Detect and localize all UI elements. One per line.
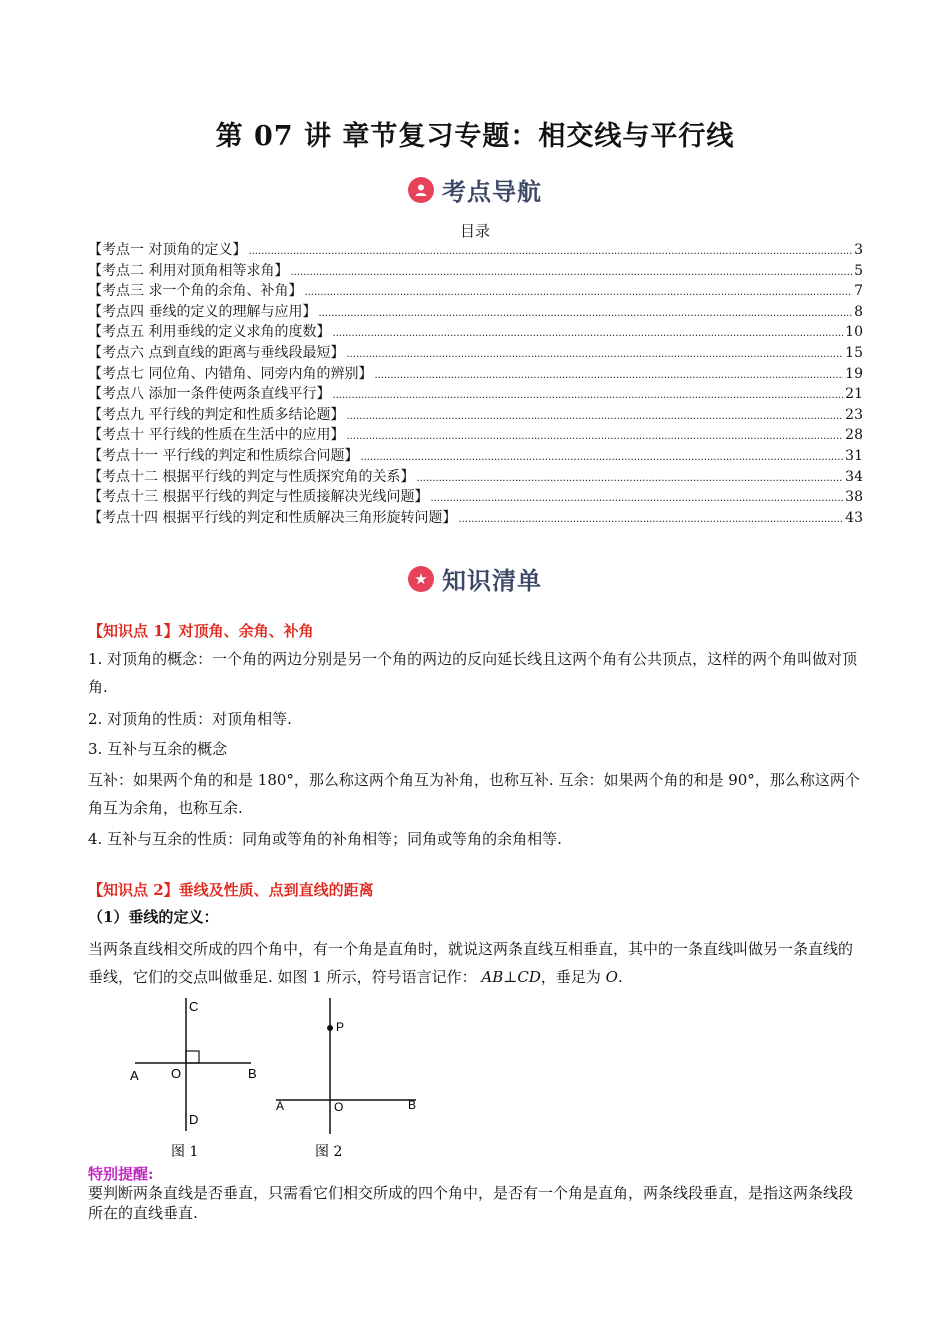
foot-point-label: O	[605, 968, 618, 986]
toc-item-page: 8	[854, 303, 863, 320]
table-of-contents	[88, 240, 863, 528]
kp1-line5: 4. 互补与互余的性质：同角或等角的补角相等；同角或等角的余角相等.	[88, 830, 562, 848]
toc-item[interactable]	[88, 261, 863, 282]
toc-item-label: 【考点十二 根据平行线的判定与性质探究角的关系】	[88, 468, 415, 485]
figure-1	[125, 996, 275, 1166]
toc-item[interactable]	[88, 508, 863, 529]
toc-item-page: 38	[845, 489, 863, 506]
kp2-para1-text: 当两条直线相交所成的四个角中，有一个角是直角时，就说这两条直线互相垂直，其中的一条直线叫做另一条直线的垂线，它们的交点叫做垂足. 如图 1 所示，符号语言记作：	[88, 940, 854, 986]
label-b: B	[408, 1098, 417, 1112]
kp1-heading: 【知识点 1】对顶角、余角、补角	[88, 622, 314, 640]
figure-2-caption: 图 2	[315, 1144, 343, 1160]
star-icon: ★	[408, 566, 434, 592]
kp2-sub1: （1）垂线的定义：	[88, 908, 219, 926]
toc-leader-dots	[248, 242, 852, 263]
figure-1-caption: 图 1	[171, 1144, 199, 1160]
toc-item-page: 19	[845, 365, 863, 382]
toc-leader-dots	[346, 427, 843, 448]
toc-item-label: 【考点九 平行线的判定和性质多结论题】	[88, 406, 345, 423]
kp1-line4: 互补：如果两个角的和是 180°，那么称这两个角互为补角，也称互补. 互余：如果两个角的和是 90°，那么称这两个角互为余角，也称互余.	[88, 771, 860, 817]
toc-leader-dots	[458, 510, 843, 531]
toc-leader-dots	[346, 407, 843, 428]
kp2-heading: 【知识点 2】垂线及性质、点到直线的距离	[88, 881, 374, 899]
nav-banner-title: 考点导航	[442, 178, 542, 206]
toc-leader-dots	[290, 263, 852, 284]
toc-leader-dots	[332, 386, 843, 407]
toc-item[interactable]	[88, 322, 863, 343]
nav-banner	[0, 172, 950, 207]
toc-leader-dots	[332, 324, 843, 345]
toc-item-label: 【考点七 同位角、内错角、同旁内角的辨别】	[88, 365, 373, 382]
toc-item-page: 34	[845, 468, 863, 485]
toc-item-label: 【考点六 点到直线的距离与垂线段最短】	[88, 344, 345, 361]
toc-item[interactable]	[88, 384, 863, 405]
toc-leader-dots	[304, 283, 852, 304]
page-title: 第 07 讲 章节复习专题：相交线与平行线	[215, 121, 735, 152]
toc-leader-dots	[416, 469, 843, 490]
knowledge-banner	[0, 561, 950, 596]
toc-item-page: 23	[845, 406, 863, 423]
kp2-para1-end: .	[617, 968, 623, 986]
toc-item[interactable]	[88, 425, 863, 446]
toc-item-label: 【考点五 利用垂线的定义求角的度数】	[88, 324, 331, 341]
toc-item-label: 【考点四 垂线的定义的理解与应用】	[88, 303, 317, 320]
figure-2-drawing	[270, 996, 430, 1166]
toc-item[interactable]	[88, 467, 863, 488]
toc-item-page: 3	[854, 242, 863, 258]
label-a: A	[130, 1068, 139, 1083]
toc-item[interactable]	[88, 240, 863, 261]
label-d: D	[189, 1112, 199, 1127]
toc-item-label: 【考点一 对顶角的定义】	[88, 242, 247, 258]
toc-item[interactable]	[88, 364, 863, 385]
perpendicular-formula: AB⊥CD	[481, 968, 541, 986]
right-angle-mark	[186, 1051, 199, 1063]
label-o: O	[171, 1066, 182, 1081]
label-a: A	[276, 1099, 285, 1113]
toc-item-page: 31	[845, 447, 863, 464]
special-reminder-text: 要判断两条直线是否垂直，只需看它们相交所成的四个角中，是否有一个角是直角，两条线段垂直，是指这两条线段所在的直线垂直.	[88, 1184, 854, 1222]
toc-item-page: 15	[845, 344, 863, 361]
knowledge-banner-title: 知识清单	[442, 567, 542, 595]
toc-item[interactable]	[88, 281, 863, 302]
toc-item-page: 7	[854, 283, 863, 300]
figure-2	[270, 996, 430, 1166]
toc-item-page: 28	[845, 427, 863, 444]
toc-leader-dots	[346, 345, 843, 366]
label-b: B	[248, 1066, 257, 1081]
special-reminder-label: 特别提醒:	[88, 1165, 154, 1183]
label-c: C	[189, 999, 199, 1014]
toc-item-label: 【考点十三 根据平行线的判定与性质接解决光线问题】	[88, 489, 429, 506]
label-p: P	[336, 1020, 345, 1034]
person-icon	[408, 177, 434, 203]
toc-leader-dots	[318, 304, 852, 325]
toc-item[interactable]	[88, 446, 863, 467]
toc-item[interactable]	[88, 343, 863, 364]
toc-item[interactable]	[88, 302, 863, 323]
toc-item[interactable]	[88, 405, 863, 426]
label-o: O	[334, 1100, 344, 1114]
toc-item-page: 5	[854, 262, 863, 279]
toc-heading: 目录	[459, 222, 490, 240]
point-p	[327, 1025, 333, 1031]
toc-leader-dots	[430, 489, 843, 510]
toc-item[interactable]	[88, 487, 863, 508]
kp1-line3: 3. 互补与互余的概念	[88, 740, 228, 758]
kp1-line2: 2. 对顶角的性质：对顶角相等.	[88, 710, 292, 728]
kp2-para1-foot: ，垂足为	[540, 968, 601, 986]
toc-leader-dots	[374, 366, 843, 387]
toc-item-label: 【考点三 求一个角的余角、补角】	[88, 283, 303, 300]
toc-leader-dots	[360, 448, 843, 469]
toc-item-label: 【考点八 添加一条件使两条直线平行】	[88, 386, 331, 403]
toc-item-label: 【考点二 利用对顶角相等求角】	[88, 262, 289, 279]
toc-item-page: 21	[845, 386, 863, 403]
toc-item-label: 【考点十 平行线的性质在生活中的应用】	[88, 427, 345, 444]
toc-item-page: 43	[845, 509, 863, 526]
toc-item-page: 10	[845, 324, 863, 341]
toc-item-label: 【考点十一 平行线的判定和性质综合问题】	[88, 447, 359, 464]
figure-1-drawing	[125, 996, 275, 1166]
toc-item-label: 【考点十四 根据平行线的判定和性质解决三角形旋转问题】	[88, 509, 457, 526]
kp2-para1	[88, 935, 866, 991]
kp1-line1: 1. 对顶角的概念：一个角的两边分别是另一个角的两边的反向延长线且这两个角有公共顶点，这样的两个角叫做对顶角.	[88, 650, 858, 696]
